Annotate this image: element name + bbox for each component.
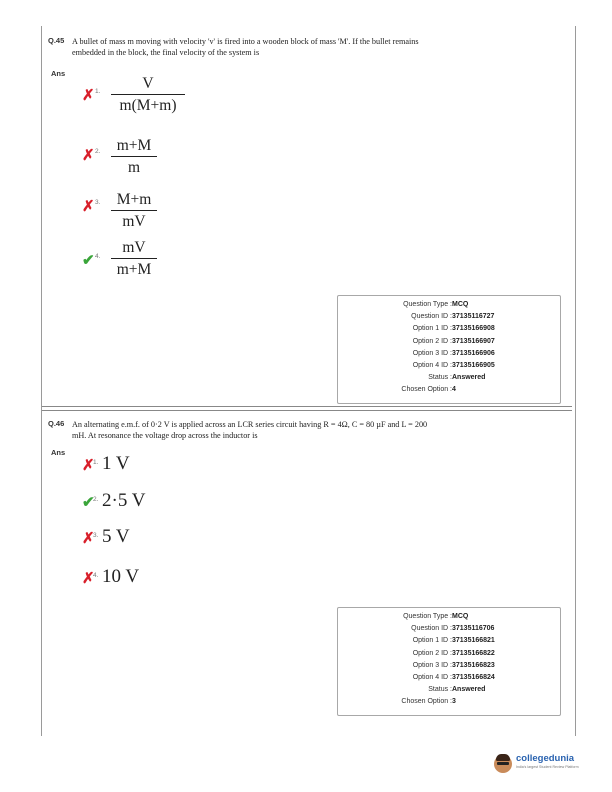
question-number: Q.45 — [48, 36, 65, 45]
option-number: 3. — [93, 532, 99, 539]
info-row-question-id: Question ID : 37135116727 — [411, 313, 495, 321]
option-value: 1 V — [102, 453, 130, 474]
info-row-question-id: Question ID : 37135116706 — [411, 625, 495, 633]
question-46 — [42, 410, 572, 725]
check-icon: ✔ — [82, 252, 95, 269]
info-row-status: Status : Answered — [428, 686, 486, 694]
option-value: 10 V — [102, 566, 140, 587]
logo-tagline: India's largest Student Review Platform — [516, 765, 579, 769]
option-3 — [78, 526, 198, 554]
cross-icon: ✗ — [82, 530, 95, 547]
fraction-denominator: m — [127, 159, 141, 176]
info-row-option-1-id: Option 1 ID : 37135166821 — [412, 637, 495, 645]
option-fraction — [111, 238, 157, 279]
info-row-chosen-option: Chosen Option : 4 — [401, 386, 456, 394]
fraction-numerator: mV — [122, 239, 146, 256]
fraction-numerator: V — [142, 75, 154, 92]
info-row-option-3-id: Option 3 ID : 37135166906 — [412, 349, 495, 357]
info-row-chosen-option: Chosen Option : 3 — [401, 698, 456, 706]
question-info-box — [337, 295, 561, 404]
fraction-bar — [111, 156, 157, 157]
fraction-numerator: m+M — [116, 137, 152, 154]
option-number: 3. — [95, 199, 101, 206]
info-row-option-2-id: Option 2 ID : 37135166822 — [412, 649, 495, 657]
check-icon: ✔ — [82, 494, 95, 511]
option-fraction — [111, 190, 157, 231]
option-4 — [78, 566, 198, 594]
info-row-option-4-id: Option 4 ID : 37135166905 — [412, 361, 495, 369]
option-2 — [78, 490, 198, 518]
cross-icon: ✗ — [82, 570, 95, 587]
cross-icon: ✗ — [82, 198, 95, 215]
fraction-bar — [111, 258, 157, 259]
option-number: 2. — [93, 496, 99, 503]
option-fraction — [111, 136, 157, 177]
fraction-numerator: M+m — [116, 191, 152, 208]
info-row-option-1-id: Option 1 ID : 37135166908 — [412, 325, 495, 333]
info-row-option-3-id: Option 3 ID : 37135166823 — [412, 661, 495, 669]
logo-name: collegedunia — [516, 753, 575, 764]
question-45 — [42, 28, 572, 407]
ans-label: Ans — [51, 69, 66, 78]
fraction-denominator: mV — [122, 213, 146, 230]
option-1 — [78, 453, 198, 481]
mascot-icon — [494, 755, 512, 773]
info-row-status: Status : Answered — [428, 374, 486, 382]
cross-icon: ✗ — [82, 147, 95, 164]
fraction-denominator: m+M — [116, 261, 152, 278]
option-value: 2·5 V — [102, 490, 146, 511]
cross-icon: ✗ — [82, 457, 95, 474]
option-number: 4. — [93, 572, 99, 579]
option-number: 4. — [95, 253, 101, 260]
option-number: 2. — [95, 148, 101, 155]
fraction-bar — [111, 210, 157, 211]
info-row-question-type: Question Type : MCQ — [403, 301, 469, 308]
info-row-option-4-id: Option 4 ID : 37135166824 — [412, 673, 495, 681]
question-number: Q.46 — [48, 419, 65, 428]
question-info-box — [337, 607, 561, 716]
fraction-bar — [111, 94, 185, 95]
option-fraction — [111, 74, 185, 115]
option-value: 5 V — [102, 526, 130, 547]
collegedunia-logo — [494, 752, 579, 776]
cross-icon: ✗ — [82, 87, 95, 104]
option-number: 1. — [95, 88, 101, 95]
ans-label: Ans — [51, 448, 66, 457]
question-text: A bullet of mass m moving with velocity 'v' is fired into a wooden block of mass 'M'. If the bullet remains embedded in the block, the final velocity of the system is — [72, 37, 419, 57]
option-number: 1. — [93, 459, 99, 466]
question-text: An alternating e.m.f. of 0·2 V is applied across an LCR series circuit having R = 4Ω, C = 80 µF and L = 200 mH. At resonance the voltage drop across the inductor is — [72, 420, 428, 440]
info-row-option-2-id: Option 2 ID : 37135166907 — [412, 337, 495, 345]
fraction-denominator: m(M+m) — [119, 97, 177, 114]
info-row-question-type: Question Type : MCQ — [403, 613, 469, 620]
